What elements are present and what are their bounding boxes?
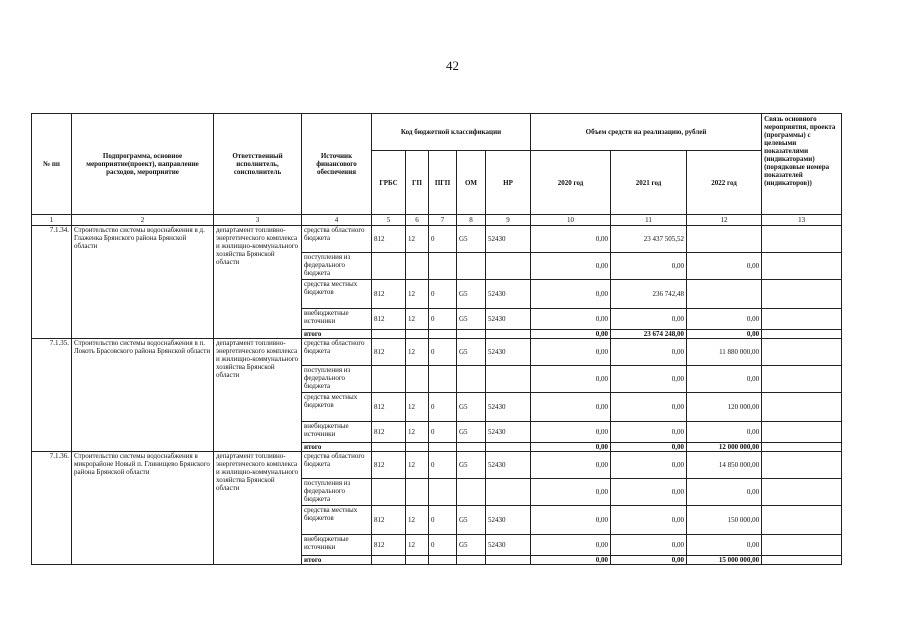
code-om: G5 — [457, 452, 486, 479]
index-cell: 8 — [457, 215, 486, 226]
index-cell: 11 — [611, 215, 687, 226]
code-gp: 12 — [406, 339, 429, 366]
header-link: Связь основного мероприятия, проекта (программы) с целевыми показателями (индикаторами) (порядковые номера показателей (индикаторов)) — [762, 114, 842, 215]
indicator-link — [762, 309, 842, 330]
header-year-2020: 2020 год — [531, 151, 611, 215]
indicator-link — [762, 253, 842, 280]
code-empty — [429, 330, 457, 339]
value-2022: 15 000 000,00 — [687, 556, 762, 565]
indicator-link — [762, 506, 842, 535]
code-grbs: 812 — [372, 339, 406, 366]
code-pgp: 0 — [429, 422, 457, 443]
index-cell: 12 — [687, 215, 762, 226]
row-source: внебюджетные источники — [302, 535, 372, 556]
code-gp: 12 — [406, 535, 429, 556]
table-header — [32, 114, 842, 226]
header-year-2021: 2021 год — [611, 151, 687, 215]
code-grbs: 812 — [372, 393, 406, 422]
code-gp: 12 — [406, 393, 429, 422]
row-source: средства местных бюджетов — [302, 393, 372, 422]
code-empty — [486, 253, 531, 280]
code-empty — [457, 443, 486, 452]
value-2020: 0,00 — [531, 253, 611, 280]
row-executor: департамент топливно-энергетического комплекса и жилищно-коммунального хозяйства Брянской области — [214, 226, 302, 339]
indicator-link — [762, 535, 842, 556]
code-om: G5 — [457, 339, 486, 366]
indicator-link — [762, 366, 842, 393]
indicator-link — [762, 280, 842, 309]
value-2022 — [687, 280, 762, 309]
value-2022: 12 000 000,00 — [687, 443, 762, 452]
index-cell: 9 — [486, 215, 531, 226]
header-no: № пп — [32, 114, 72, 215]
value-2021: 0,00 — [611, 452, 687, 479]
value-2022: 0,00 — [687, 366, 762, 393]
index-cell: 2 — [72, 215, 214, 226]
code-grbs: 812 — [372, 280, 406, 309]
code-empty — [486, 556, 531, 565]
page-number: 42 — [446, 58, 459, 73]
index-cell: 1 — [32, 215, 72, 226]
code-empty — [406, 330, 429, 339]
header-pgp: ПГП — [429, 151, 457, 215]
header-name: Подпрограмма, основное мероприятие(проект), направление расходов, мероприятие — [72, 114, 214, 215]
value-2021: 0,00 — [611, 506, 687, 535]
table-row — [32, 226, 842, 253]
table-row — [32, 339, 842, 366]
code-grbs: 812 — [372, 506, 406, 535]
index-cell: 6 — [406, 215, 429, 226]
value-2022: 150 000,00 — [687, 506, 762, 535]
value-2021: 236 742,48 — [611, 280, 687, 309]
row-source: средства местных бюджетов — [302, 280, 372, 309]
code-pgp: 0 — [429, 226, 457, 253]
code-pgp: 0 — [429, 452, 457, 479]
value-2020: 0,00 — [531, 479, 611, 506]
index-cell: 10 — [531, 215, 611, 226]
value-2020: 0,00 — [531, 339, 611, 366]
table-body — [32, 226, 842, 565]
code-empty — [372, 330, 406, 339]
code-om: G5 — [457, 506, 486, 535]
code-empty — [486, 330, 531, 339]
header-year-2022: 2022 год — [687, 151, 762, 215]
code-empty — [372, 556, 406, 565]
value-2021: 0,00 — [611, 366, 687, 393]
value-2020: 0,00 — [531, 309, 611, 330]
row-number: 7.1.34. — [32, 226, 72, 339]
row-source: итого — [302, 556, 372, 565]
value-2020: 0,00 — [531, 506, 611, 535]
row-name: Строительство системы водоснабжения в п. Локоть Брасовского района Брянской области — [72, 339, 214, 452]
value-2021: 23 674 248,00 — [611, 330, 687, 339]
code-om: G5 — [457, 226, 486, 253]
row-source: поступления из федерального бюджета — [302, 366, 372, 393]
code-empty — [372, 253, 406, 280]
row-source: поступления из федерального бюджета — [302, 253, 372, 280]
code-nr: 52430 — [486, 506, 531, 535]
row-executor: департамент топливно-энергетического комплекса и жилищно-коммунального хозяйства Брянской области — [214, 339, 302, 452]
header-code-group: Код бюджетной классификации — [372, 114, 531, 151]
code-empty — [372, 366, 406, 393]
code-empty — [457, 253, 486, 280]
row-source: итого — [302, 330, 372, 339]
header-gp: ГП — [406, 151, 429, 215]
indicator-link — [762, 479, 842, 506]
code-empty — [406, 556, 429, 565]
code-pgp: 0 — [429, 280, 457, 309]
value-2021: 0,00 — [611, 422, 687, 443]
index-cell: 7 — [429, 215, 457, 226]
code-empty — [372, 479, 406, 506]
value-2022: 120 000,00 — [687, 393, 762, 422]
code-pgp: 0 — [429, 506, 457, 535]
header-grbs: ГРБС — [372, 151, 406, 215]
row-executor: департамент топливно-энергетического комплекса и жилищно-коммунального хозяйства Брянской области — [214, 452, 302, 565]
value-2020: 0,00 — [531, 556, 611, 565]
code-grbs: 812 — [372, 422, 406, 443]
budget-table — [31, 113, 842, 565]
value-2022: 0,00 — [687, 253, 762, 280]
code-nr: 52430 — [486, 226, 531, 253]
value-2020: 0,00 — [531, 452, 611, 479]
code-empty — [406, 479, 429, 506]
code-pgp: 0 — [429, 309, 457, 330]
header-executor: Ответственный исполнитель, соисполнитель — [214, 114, 302, 215]
code-empty — [406, 443, 429, 452]
value-2021: 23 437 505,52 — [611, 226, 687, 253]
code-nr: 52430 — [486, 422, 531, 443]
value-2020: 0,00 — [531, 226, 611, 253]
code-nr: 52430 — [486, 535, 531, 556]
code-om: G5 — [457, 309, 486, 330]
value-2022: 0,00 — [687, 535, 762, 556]
value-2021: 0,00 — [611, 535, 687, 556]
row-name: Строительство системы водоснабжения в д. Глаженка Брянского района Брянской области — [72, 226, 214, 339]
value-2022: 0,00 — [687, 479, 762, 506]
value-2020: 0,00 — [531, 330, 611, 339]
code-empty — [457, 330, 486, 339]
code-empty — [406, 253, 429, 280]
code-empty — [486, 479, 531, 506]
code-empty — [429, 366, 457, 393]
value-2020: 0,00 — [531, 422, 611, 443]
code-empty — [486, 443, 531, 452]
code-empty — [429, 556, 457, 565]
code-om: G5 — [457, 393, 486, 422]
code-empty — [429, 443, 457, 452]
indicator-link — [762, 422, 842, 443]
header-volume-group: Объем средств на реализацию, рублей — [531, 114, 762, 151]
value-2020: 0,00 — [531, 535, 611, 556]
indicator-link — [762, 226, 842, 253]
row-source: средства областного бюджета — [302, 226, 372, 253]
value-2020: 0,00 — [531, 366, 611, 393]
row-source: внебюджетные источники — [302, 422, 372, 443]
code-om: G5 — [457, 535, 486, 556]
indicator-link — [762, 452, 842, 479]
index-cell: 13 — [762, 215, 842, 226]
code-om: G5 — [457, 422, 486, 443]
code-empty — [457, 556, 486, 565]
value-2021: 0,00 — [611, 309, 687, 330]
code-grbs: 812 — [372, 535, 406, 556]
indicator-link — [762, 330, 842, 339]
value-2022: 0,00 — [687, 330, 762, 339]
index-cell: 3 — [214, 215, 302, 226]
code-nr: 52430 — [486, 393, 531, 422]
code-grbs: 812 — [372, 226, 406, 253]
code-gp: 12 — [406, 422, 429, 443]
row-source: итого — [302, 443, 372, 452]
header-om: ОМ — [457, 151, 486, 215]
code-grbs: 812 — [372, 452, 406, 479]
code-gp: 12 — [406, 452, 429, 479]
code-empty — [457, 479, 486, 506]
row-name: Строительство системы водоснабжения в микрорайоне Новый п. Глинищево Брянского района Брянской области — [72, 452, 214, 565]
header-nr: НР — [486, 151, 531, 215]
value-2022 — [687, 226, 762, 253]
value-2022: 0,00 — [687, 309, 762, 330]
index-cell: 4 — [302, 215, 372, 226]
indicator-link — [762, 443, 842, 452]
value-2022: 0,00 — [687, 422, 762, 443]
code-gp: 12 — [406, 309, 429, 330]
code-nr: 52430 — [486, 309, 531, 330]
value-2021: 0,00 — [611, 253, 687, 280]
value-2021: 0,00 — [611, 443, 687, 452]
table-row — [32, 452, 842, 479]
code-gp: 12 — [406, 506, 429, 535]
row-source: внебюджетные источники — [302, 309, 372, 330]
column-index-row — [32, 215, 842, 226]
code-empty — [429, 479, 457, 506]
code-gp: 12 — [406, 226, 429, 253]
value-2020: 0,00 — [531, 443, 611, 452]
indicator-link — [762, 393, 842, 422]
value-2021: 0,00 — [611, 556, 687, 565]
row-source: средства областного бюджета — [302, 452, 372, 479]
index-cell: 5 — [372, 215, 406, 226]
header-source: Источник финансового обеспечения — [302, 114, 372, 215]
row-source: средства областного бюджета — [302, 339, 372, 366]
value-2021: 0,00 — [611, 339, 687, 366]
code-nr: 52430 — [486, 280, 531, 309]
value-2021: 0,00 — [611, 393, 687, 422]
code-empty — [372, 443, 406, 452]
code-pgp: 0 — [429, 535, 457, 556]
row-source: средства местных бюджетов — [302, 506, 372, 535]
value-2022: 14 850 000,00 — [687, 452, 762, 479]
code-pgp: 0 — [429, 339, 457, 366]
code-empty — [406, 366, 429, 393]
indicator-link — [762, 339, 842, 366]
value-2022: 11 880 000,00 — [687, 339, 762, 366]
value-2021: 0,00 — [611, 479, 687, 506]
row-source: поступления из федерального бюджета — [302, 479, 372, 506]
code-empty — [486, 366, 531, 393]
code-empty — [429, 253, 457, 280]
row-number: 7.1.35. — [32, 339, 72, 452]
code-pgp: 0 — [429, 393, 457, 422]
indicator-link — [762, 556, 842, 565]
value-2020: 0,00 — [531, 280, 611, 309]
code-nr: 52430 — [486, 452, 531, 479]
code-empty — [457, 366, 486, 393]
code-nr: 52430 — [486, 339, 531, 366]
value-2020: 0,00 — [531, 393, 611, 422]
row-number: 7.1.36. — [32, 452, 72, 565]
code-grbs: 812 — [372, 309, 406, 330]
code-om: G5 — [457, 280, 486, 309]
code-gp: 12 — [406, 280, 429, 309]
